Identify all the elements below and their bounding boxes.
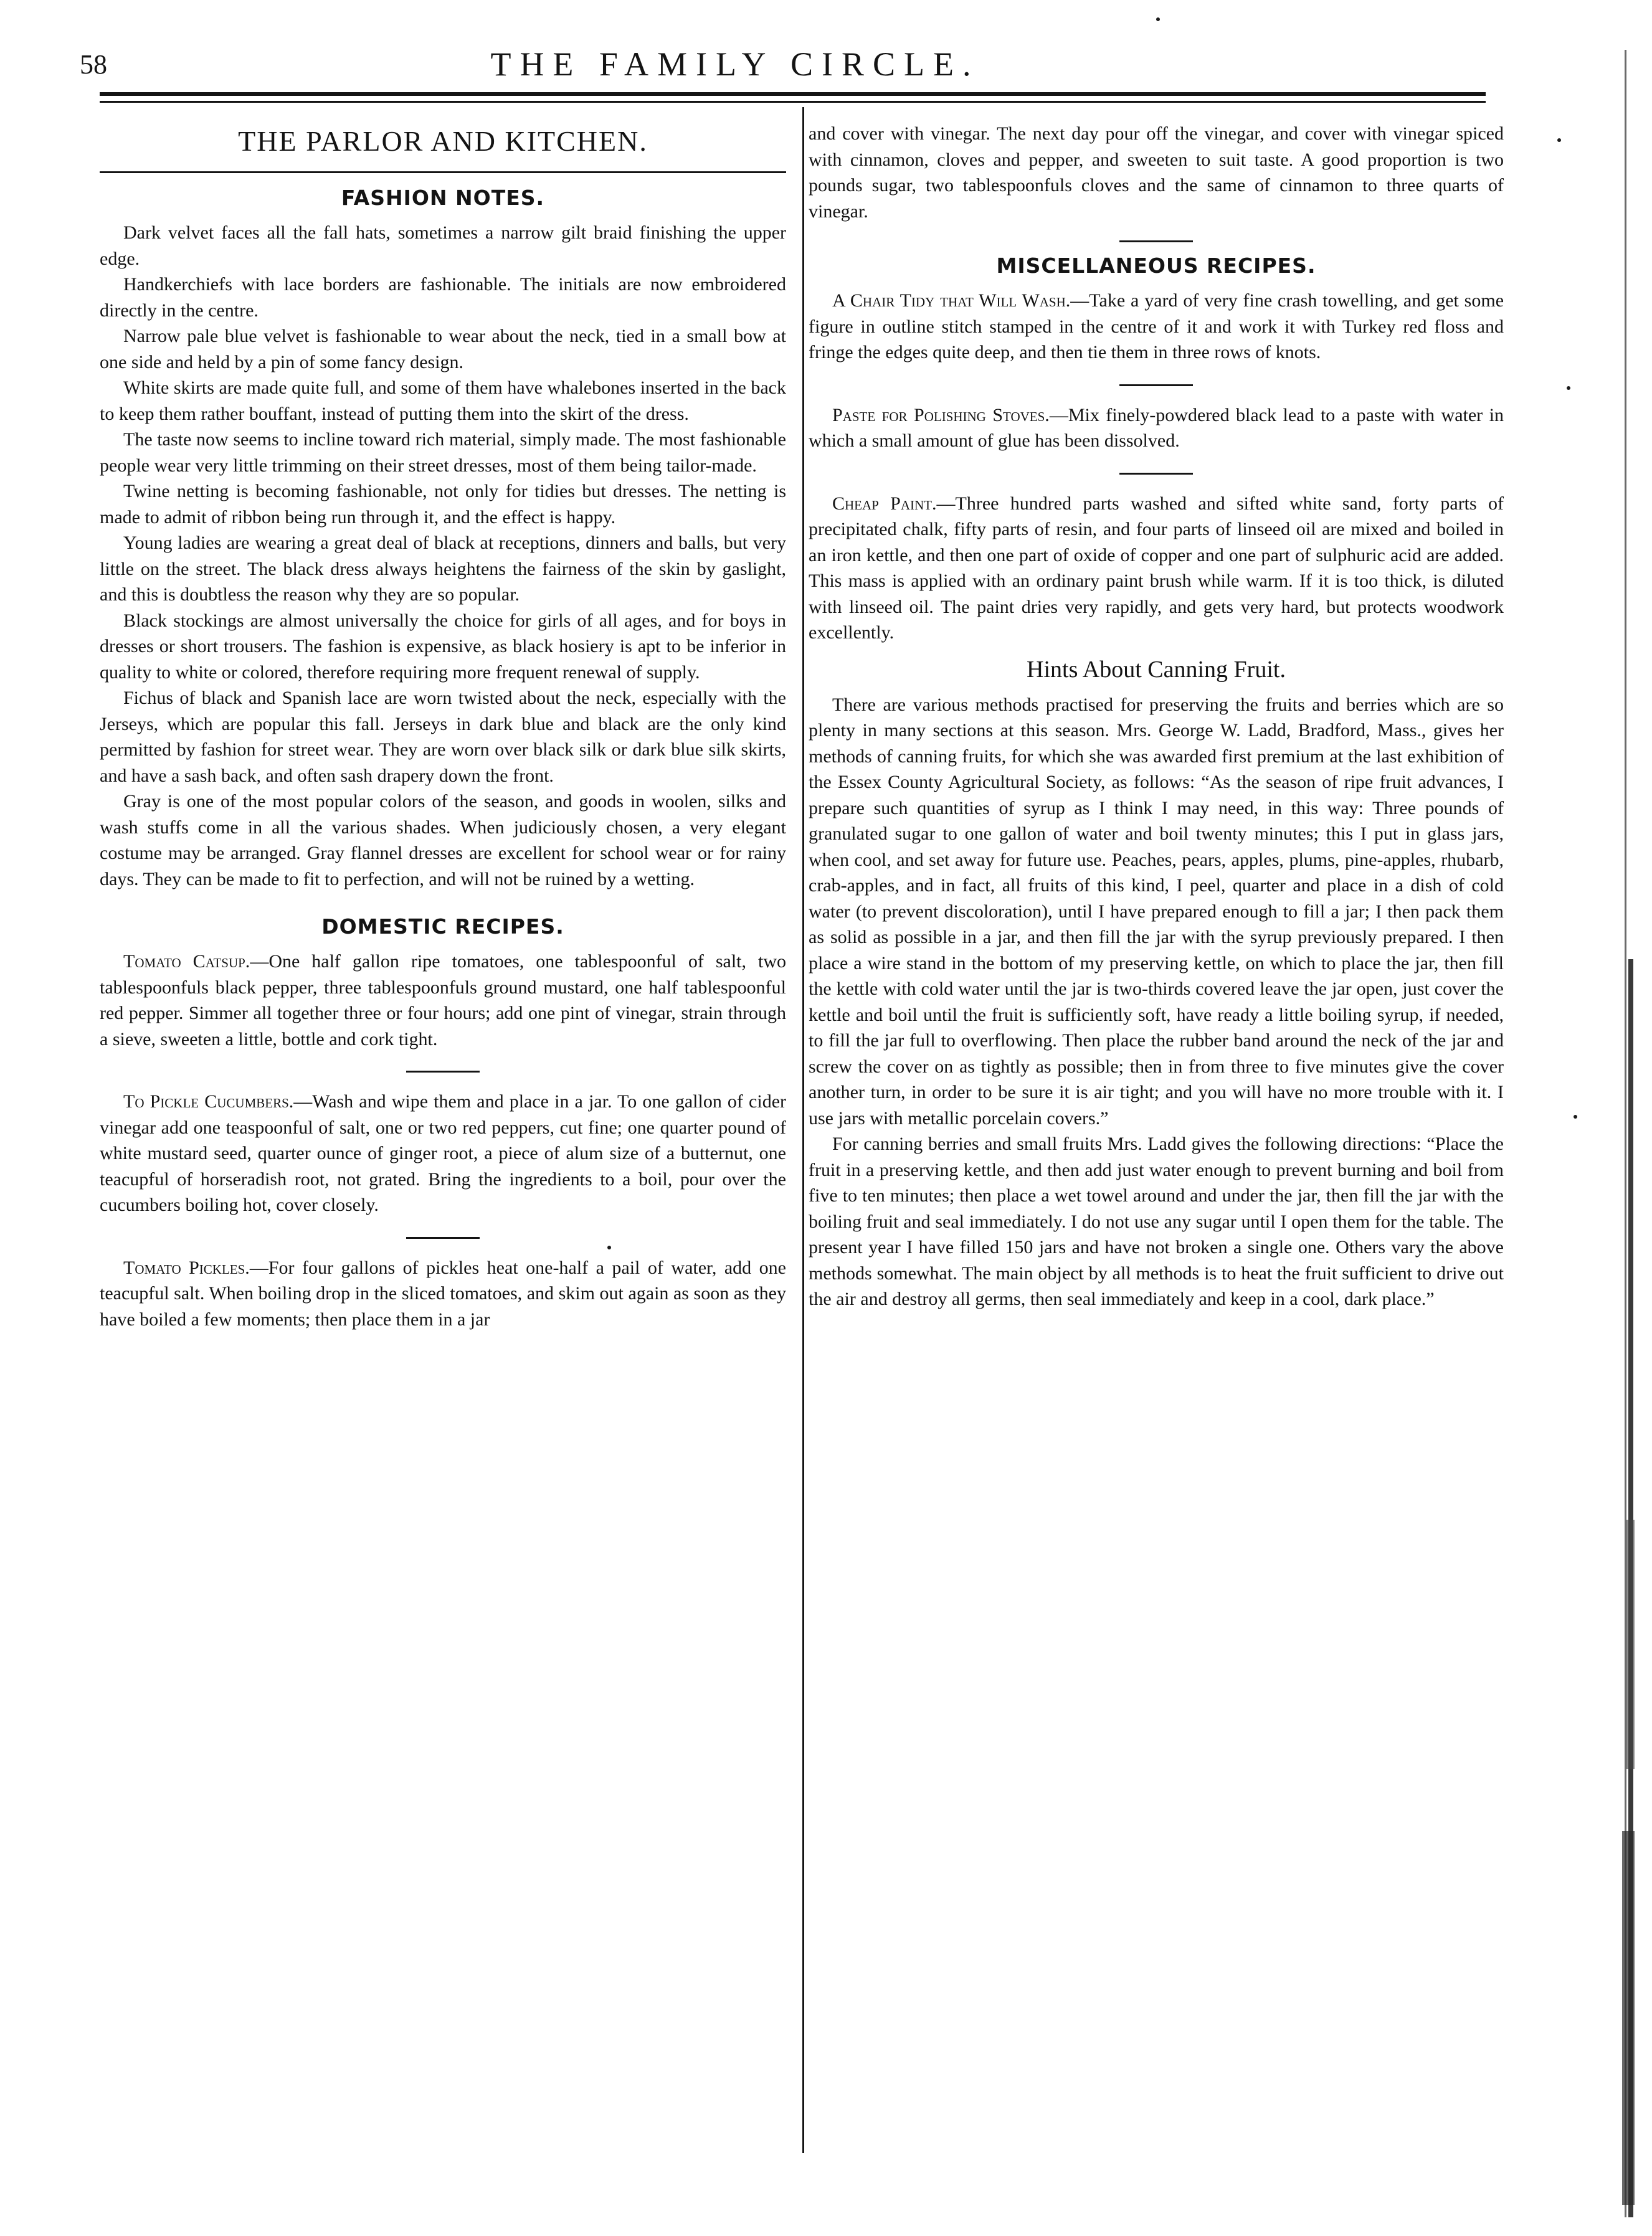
page-header — [0, 0, 1652, 112]
fashion-paragraph: Fichus of black and Spanish lace are worn twisted about the neck, especially with the Jerseys, which are popular this fall. Jerseys in dark blue and black are the only kind permitted by fashion for street wear. They are worn over black silk or dark blue silk skirts, and have a sash back, and often sash drapery down the front. — [100, 688, 786, 786]
recipe-separator — [1119, 384, 1193, 386]
recipe-separator — [406, 1237, 480, 1239]
fashion-paragraph: Twine netting is becoming fashionable, not only for tidies but dresses. The netting is made to admit of ribbon being run through it, and the effect is happy. — [100, 481, 786, 528]
fashion-paragraph: Dark velvet faces all the fall hats, sometimes a narrow gilt braid finishing the upper edge. — [100, 222, 786, 269]
right-column — [809, 121, 1504, 1312]
miscellaneous-recipes-heading: MISCELLANEOUS RECIPES. — [996, 253, 1316, 278]
recipe-body: —Mix finely-powdered black lead to a paste with water in which a small amount of glue has been dissolved. — [809, 404, 1504, 451]
fashion-paragraph: Narrow pale blue velvet is fashionable to wear about the neck, tied in a small bow at one side and held by a pin of some fancy design. — [100, 326, 786, 372]
ink-speck — [1557, 138, 1561, 142]
recipe-body: —For four gallons of pickles heat one-half a pail of water, add one teacupful salt. When boiling drop in the sliced tomatoes, and skim out again as soon as they have boiled a few moments; then place them in a jar — [100, 1257, 786, 1330]
header-rule-thin — [100, 101, 1486, 103]
recipe-body: —Three hundred parts washed and sifted white sand, forty parts of precipitated chalk, fifty parts of resin, and four parts of linseed oil are mixed and boiled in an iron kettle, and then one part of oxide of copper and one part of sulphuric acid are added. This mass is applied with an ordinary paint brush while warm. If it is too thick, is diluted with linseed oil. The paint dries very rapidly, and gets very hard, but protects woodwork excellently. — [809, 493, 1504, 643]
canning-fruit-heading: Hints About Canning Fruit. — [1027, 656, 1286, 683]
ink-speck — [607, 1246, 611, 1249]
ink-speck — [1567, 386, 1570, 390]
recipe-polishing-paste — [809, 402, 1504, 454]
section-separator — [1119, 240, 1193, 242]
recipe-separator — [1119, 473, 1193, 475]
recipe-tomato-pickles — [100, 1255, 786, 1333]
fashion-paragraph: Black stockings are almost universally the choice for girls of all ages, and for boys in dresses or short trousers. The fashion is expensive, as black hosiery is apt to be inferior in quality to white or colored, therefore requiring more frequent renewal of supply. — [100, 610, 786, 683]
header-rule-thick — [100, 92, 1486, 96]
ink-speck — [1574, 1115, 1577, 1119]
recipe-chair-tidy — [809, 288, 1504, 366]
ink-speck — [1156, 17, 1160, 21]
department-title: THE PARLOR AND KITCHEN. — [238, 125, 648, 157]
recipe-title: To Pickle Cucumbers. — [123, 1091, 294, 1112]
fashion-paragraph: The taste now seems to incline toward rich material, simply made. The most fashionable people wear very little trimming on their street dresses, most of them being tailor-made. — [100, 429, 786, 476]
domestic-recipes-heading: DOMESTIC RECIPES. — [321, 914, 564, 939]
canning-paragraph: For canning berries and small fruits Mrs. Ladd gives the following directions: “Place the fruit in a preserving kettle, and then add just water enough to prevent burning and boil from five to ten minutes; then place a wet towel around and under the jar, then fill the jar with the boiling fruit and seal immediately. I do not use any sugar until I open them for the table. The present year I have filled 150 jars and have not broken a single one. Others vary the above methods somewhat. The main object by all methods is to heat the fruit sufficient to drive out the air and destroy all germs, then seal immediately and keep in a cool, dark place.” — [809, 1134, 1504, 1309]
left-column — [100, 121, 786, 1332]
recipe-separator — [406, 1071, 480, 1073]
recipe-body: —Take a yard of very fine crash towelling, and get some figure in outline stitch stamped in the centre of it and work it with Turkey red floss and fringe the edges quite deep, and then tie them in three rows of knots. — [809, 290, 1504, 362]
fashion-notes-heading: FASHION NOTES. — [341, 186, 545, 210]
continued-paragraph: and cover with vinegar. The next day pour off the vinegar, and cover with vinegar spiced with cinnamon, cloves and pepper, and sweeten to suit taste. A good proportion is two pounds sugar, two tablespoonfuls cloves and the same of cinnamon to three quarts of vinegar. — [809, 123, 1504, 222]
recipe-pickle-cucumbers — [100, 1089, 786, 1218]
column-divider — [802, 107, 804, 2153]
recipe-title: Paste for Polishing Stoves. — [832, 404, 1050, 425]
recipe-title: A Chair Tidy that Will Wash. — [832, 290, 1071, 311]
fashion-paragraph: Handkerchiefs with lace borders are fashionable. The initials are now embroidered directly in the centre. — [100, 274, 786, 321]
canning-paragraph: There are various methods practised for preserving the fruits and berries which are so plenty in many sections at this season. Mrs. George W. Ladd, Bradford, Mass., gives her methods of canning fruits, for which she was awarded first premium at the last exhibition of the Essex County Agricultural Society, as follows: “As the season of ripe fruit advances, I prepare such quantities of syrup as I think I may need, in this way: Three pounds of granulated sugar to one gallon of water and boil twenty minutes; this I put in glass jars, when cool, and set away for future use. Peaches, pears, apples, plums, pine-apples, rhubarb, crab-apples, and in fact, all fruits of this kind, I peel, quarter and place in a dish of cold water (to prevent discoloration), until I have prepared enough to fill a jar; I then pack them as solid as possible in a jar, and then fill the jar with the syrup previously prepared. I then place a wire stand in the bottom of my preserving kettle, on which to place the jar, then fill the kettle with cold water until the jar is two-thirds covered leave the jar open, just cover the kettle and boil until the fruit is sufficiently soft, have ready a little boiling syrup, if needed, to fill the jar full to overflowing. Then place the rubber band around the neck of the jar and screw the cover on as tightly as possible; then in from three to five minutes give the cover another turn, in order to be sure it is air tight; and you will have no more trouble with it. I use jars with metallic porcelain covers.” — [809, 694, 1504, 1129]
department-rule — [100, 171, 786, 173]
recipe-body: —Wash and wipe them and place in a jar. To one gallon of cider vinegar add one teaspoonful of salt, one or two red peppers, cut fine; one quarter pound of white mustard seed, quarter ounce of ginger root, a piece of alum size of a butternut, one teacupful of horseradish root, not grated. Bring the ingredients to a boil, pour over the cucumbers boiling hot, cover closely. — [100, 1091, 786, 1215]
recipe-title: Cheap Paint. — [832, 493, 937, 514]
running-title: THE FAMILY CIRCLE. — [490, 45, 980, 83]
page-number: 58 — [80, 49, 107, 80]
scan-edge-texture — [1613, 25, 1638, 2233]
recipe-body: —One half gallon ripe tomatoes, one tablespoonful of salt, two tablespoonfuls black pepper, three tablespoonfuls ground mustard, one half tablespoonful red pepper. Simmer all together three or four hours; add one pint of vinegar, strain through a sieve, sweeten a little, bottle and cork tight. — [100, 951, 786, 1049]
recipe-title: Tomato Pickles. — [123, 1257, 250, 1278]
fashion-paragraph: Young ladies are wearing a great deal of black at receptions, dinners and balls, but very little on the street. The black dress always heightens the fairness of the skin by gaslight, and this is doubtless the reason why they are so popular. — [100, 533, 786, 605]
recipe-cheap-paint — [809, 491, 1504, 646]
scan-edge-marks — [1613, 25, 1638, 2233]
recipe-tomato-catsup — [100, 949, 786, 1052]
recipe-title: Tomato Catsup. — [123, 951, 250, 972]
fashion-paragraph: White skirts are made quite full, and some of them have whalebones inserted in the back to keep them rather bouffant, instead of putting them into the skirt of the dress. — [100, 377, 786, 424]
fashion-paragraph: Gray is one of the most popular colors of the season, and goods in woolen, silks and wash stuffs come in all the various shades. When judiciously chosen, a very elegant costume may be arranged. Gray flannel dresses are excellent for school wear or for rainy days. They can be made to fit to perfection, and will not be ruined by a wetting. — [100, 791, 786, 889]
